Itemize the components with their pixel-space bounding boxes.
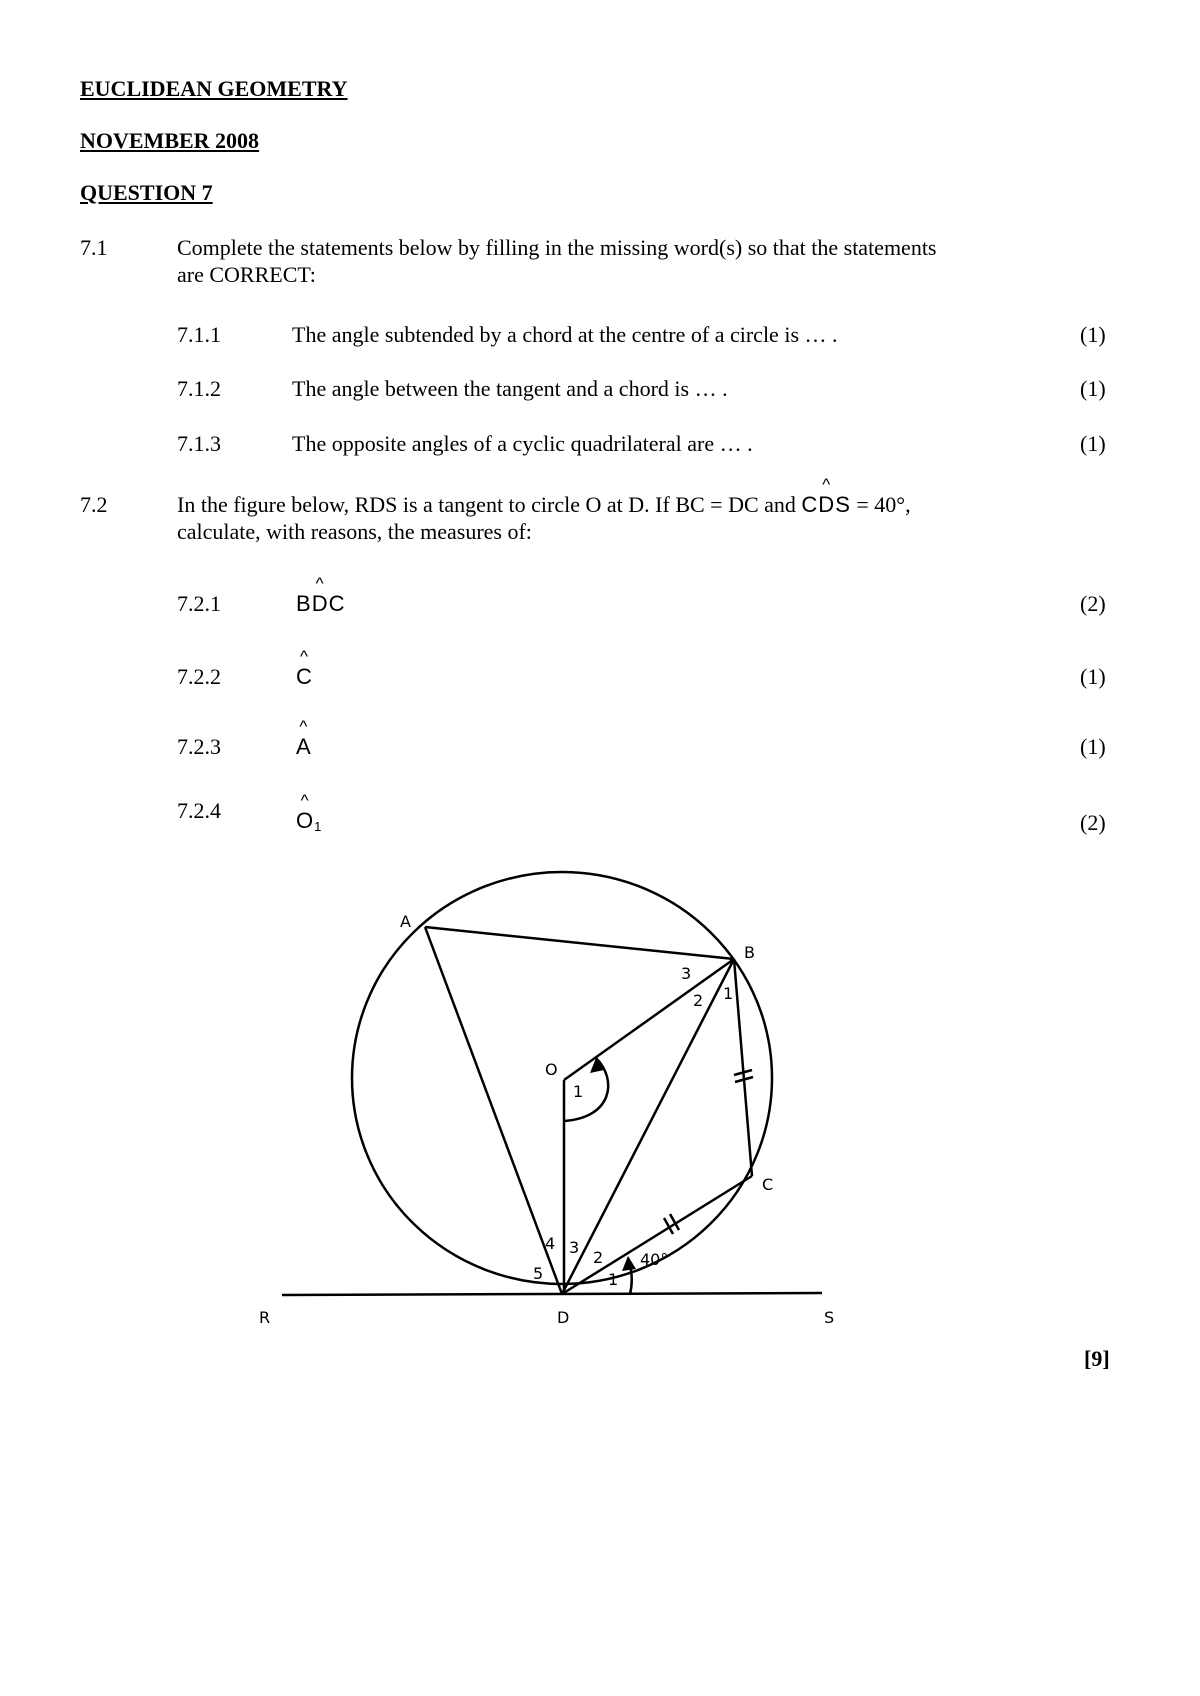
- angle-label-d3: 3: [569, 1238, 580, 1257]
- chord-bc: [734, 959, 752, 1176]
- chord-ad: [425, 927, 562, 1294]
- document-title: EUCLIDEAN GEOMETRY: [80, 76, 348, 101]
- item-number: 7.2.4: [177, 798, 221, 823]
- item-marks: (1): [1080, 734, 1106, 759]
- chord-bd: [562, 959, 734, 1294]
- angle-hat-letter: ^ C: [296, 664, 313, 690]
- angle-label-b2: 2: [693, 991, 704, 1010]
- angle-hat-letter: ^ D: [818, 492, 835, 518]
- angle-subscript: 1: [314, 819, 323, 834]
- q72-line1-post: = 40°,: [850, 492, 911, 517]
- point-label-b: B: [744, 943, 755, 962]
- item-text: The angle subtended by a chord at the centre of a circle is … .: [292, 322, 838, 347]
- angle-hat-letter: ^ O: [296, 808, 314, 834]
- item-text: The angle between the tangent and a chord is … .: [292, 376, 728, 401]
- angle-label-d1: 1: [608, 1270, 619, 1289]
- q72-line1-pre: In the figure below, RDS is a tangent to circle O at D. If BC = DC and: [177, 492, 802, 517]
- circle-o: [352, 872, 772, 1284]
- tangent-line-rds: [282, 1293, 822, 1295]
- angle-label-o1: 1: [573, 1082, 584, 1101]
- chord-ab: [425, 927, 734, 959]
- angle-label-d2: 2: [593, 1248, 604, 1267]
- angle-letter: S: [835, 492, 851, 517]
- given-angle-label: 40°: [640, 1250, 669, 1269]
- point-label-s: S: [824, 1308, 835, 1327]
- angle-letter: C: [801, 492, 819, 517]
- point-label-o: O: [545, 1060, 558, 1079]
- angle-letter: C: [328, 591, 346, 616]
- q71-instruction-line1: Complete the statements below by filling in the missing word(s) so that the statements: [177, 235, 937, 260]
- item-number: 7.2.3: [177, 734, 221, 759]
- item-marks: (1): [1080, 376, 1106, 401]
- arrow-head-icon: [622, 1256, 636, 1271]
- item-marks: (1): [1080, 322, 1106, 347]
- angle-label-b3: 3: [681, 964, 692, 983]
- q72-statement-line2: calculate, with reasons, the measures of:: [177, 519, 532, 544]
- item-marks: (2): [1080, 810, 1106, 835]
- angle-label-d4: 4: [545, 1234, 556, 1253]
- item-marks: (2): [1080, 591, 1106, 616]
- angle-letter: B: [296, 591, 312, 616]
- point-label-r: R: [259, 1308, 271, 1327]
- question-number-7-1: 7.1: [80, 235, 108, 260]
- chord-cd: [562, 1176, 752, 1294]
- radius-ob: [564, 959, 734, 1080]
- item-number: 7.1.2: [177, 376, 221, 401]
- point-label-a: A: [400, 912, 411, 931]
- angle-hat-letter: ^ A: [296, 734, 312, 760]
- angle-label-d5: 5: [533, 1264, 544, 1283]
- angle-label-b1: 1: [723, 984, 734, 1003]
- point-label-d: D: [557, 1308, 570, 1327]
- item-number: 7.1.1: [177, 322, 221, 347]
- total-marks: [9]: [1084, 1346, 1110, 1371]
- question-number-7-2: 7.2: [80, 492, 108, 517]
- item-number: 7.2.1: [177, 591, 221, 616]
- angle-hat-letter: ^ D: [312, 591, 329, 617]
- item-number: 7.2.2: [177, 664, 221, 689]
- item-marks: (1): [1080, 664, 1106, 689]
- point-label-c: C: [762, 1175, 774, 1194]
- item-number: 7.1.3: [177, 431, 221, 456]
- exam-date: NOVEMBER 2008: [80, 128, 260, 153]
- question-heading: QUESTION 7: [80, 180, 213, 205]
- q71-instruction-line2: are CORRECT:: [177, 262, 316, 287]
- item-marks: (1): [1080, 431, 1106, 456]
- item-text: The opposite angles of a cyclic quadrilateral are … .: [292, 431, 753, 456]
